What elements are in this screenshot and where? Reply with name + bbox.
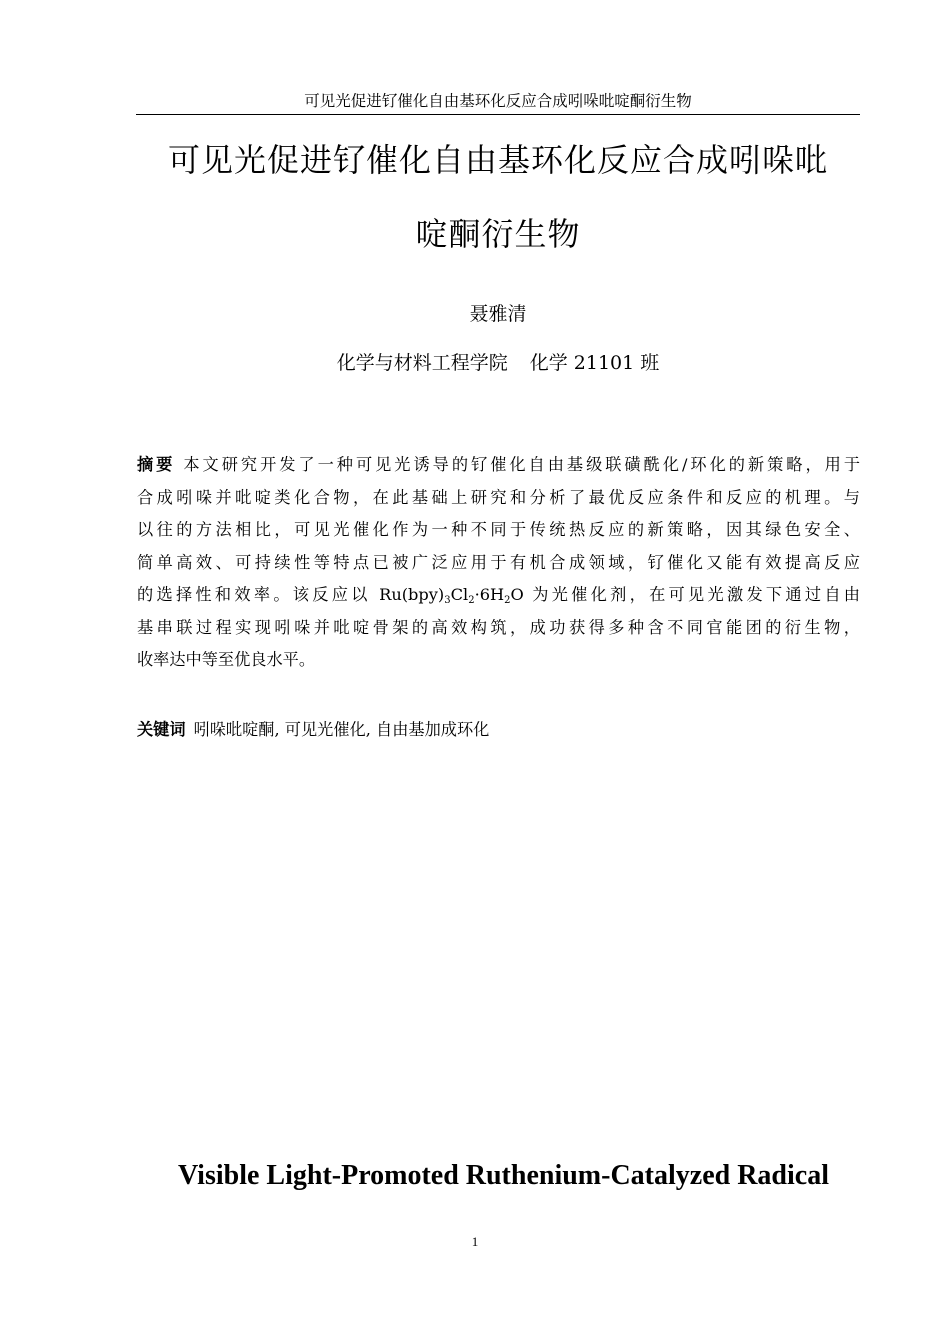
keywords-label: 关键词	[137, 720, 186, 739]
catalyst-formula: $Ru(bpy)_3Cl_2\cdot 6H_2O$	[379, 585, 524, 606]
author-name: 聂雅清	[469, 303, 527, 325]
abstract-line: 收率达中等至优良水平。	[137, 650, 316, 669]
abstract-line: 合成吲哚并吡啶类化合物，在此基础上研究和分析了最优反应条件和反应的机理。与	[137, 487, 860, 507]
page-title-line-1: 可见光促进钌催化自由基环化反应合成吲哚吡	[167, 141, 828, 179]
keywords	[137, 715, 860, 745]
english-title: Visible Light-Promoted Ruthenium-Catalyzed Radical	[178, 1160, 829, 1191]
page-title-line-2: 啶酮衍生物	[415, 215, 581, 253]
page-number: 1	[471, 1234, 479, 1249]
abstract-line: 以往的方法相比，可见光催化作为一种不同于传统热反应的新策略，因其绿色安全、	[137, 520, 860, 539]
abstract-line: 的选择性和效率。该反应以 $Ru(bpy)_3Cl_2\cdot 6H_2O$ 为光催化剂，在可见光激发下通过自由	[137, 585, 860, 606]
class-name: 化学 21101 班	[529, 352, 660, 374]
abstract-line: 摘要 本文研究开发了一种可见光诱导的钌催化自由基级联磺酰化/环化的新策略，用于	[137, 455, 861, 474]
abstract-line: 基串联过程实现吲哚并吡啶骨架的高效构筑，成功获得多种含不同官能团的衍生物，	[137, 617, 860, 637]
abstract	[137, 449, 860, 677]
school-name: 化学与材料工程学院	[336, 352, 508, 374]
running-header: 可见光促进钌催化自由基环化反应合成吲哚吡啶酮衍生物	[136, 90, 860, 115]
abstract-line: 简单高效、可持续性等特点已被广泛应用于有机合成领域，钌催化又能有效提高反应	[137, 552, 860, 572]
keywords-text: 吲哚吡啶酮, 可见光催化, 自由基加成环化	[193, 720, 490, 739]
abstract-label: 摘要	[137, 455, 176, 474]
author-affiliation	[136, 349, 860, 377]
